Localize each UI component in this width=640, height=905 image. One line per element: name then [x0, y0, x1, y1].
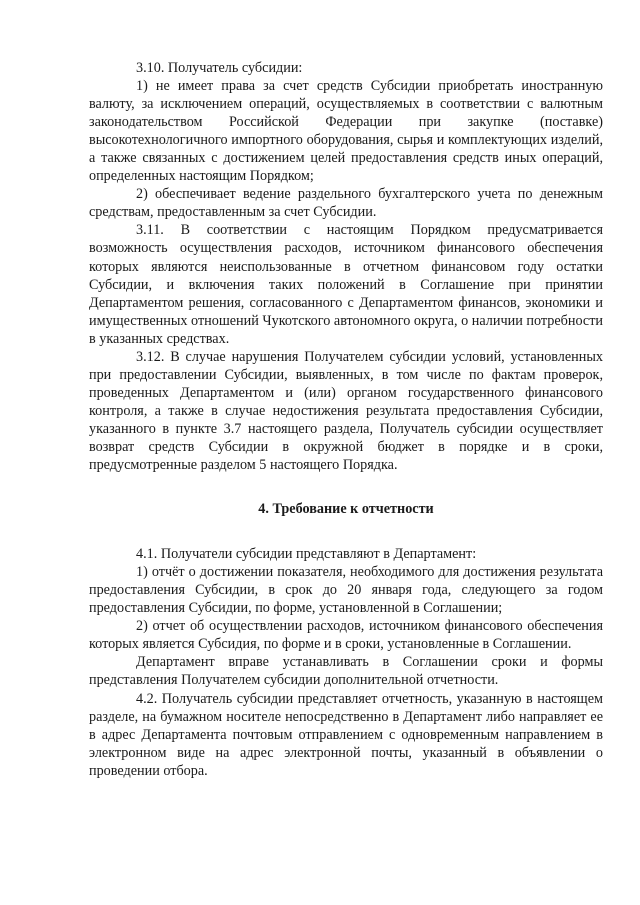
document-page — [89, 59, 603, 780]
paragraph-4-1-item-1: 1) отчёт о достижении показателя, необходимого для достижения результата предоставления Субсидии, в срок до 20 января года, следующего за годом предоставления Субсидии, по форме, установленной в Соглашении; — [89, 564, 603, 617]
paragraph-4-1: 4.1. Получатели субсидии представляют в Департамент: — [136, 546, 477, 563]
paragraph-4-2: 4.2. Получатель субсидии представляет отчетность, указанную в настоящем разделе, на бумажном носителе непосредственно в Департамент либо направляет ее в адрес Департамента почтовым отправлением с одновременным направлением в электронном виде на адрес электронной почты, указанный в объявлении о проведении отбора. — [89, 690, 603, 779]
paragraph-department-right: Департамент вправе устанавливать в Соглашении сроки и формы представления Получателем субсидии дополнительной отчетности. — [89, 654, 603, 689]
paragraph-3-10: 3.10. Получатель субсидии: — [136, 60, 303, 76]
paragraph-3-10-item-2: 2) обеспечивает ведение раздельного бухгалтерского учета по денежным средствам, предоставленным за счет Субсидии. — [89, 186, 603, 221]
paragraph-3-10-item-1: 1) не имеет права за счет средств Субсидии приобретать иностранную валюту, за исключением операций, осуществляемых в соответствии с валютным законодательством Российской Федерации при закупке (поставке) высокотехнологичного импортного оборудования, сырья и комплектующих изделий, а также связанных с достижением целей предоставления средств иных операций, определенных настоящим Порядком; — [89, 78, 603, 185]
section-heading: 4. Требование к отчетности — [258, 501, 434, 518]
paragraph-3-11: 3.11. В соответствии с настоящим Порядком предусматривается возможность осуществления расходов, источником финансового обеспечения которых являются неиспользованные в отчетном финансовом году остатки Субсидии, и включения таких положений в Соглашение при принятии Департаментом решения, согласованного с Департаментом финансов, экономики и имущественных отношений Чукотского автономного округа, о наличии потребности в указанных средствах. — [89, 222, 603, 347]
paragraph-3-12: 3.12. В случае нарушения Получателем субсидии условий, установленных при предоставлении Субсидии, выявленных, в том числе по фактам проверок, проведенных Департаментом и (или) органом государственного финансового контроля, а также в случае недостижения результата предоставления Субсидии, указанного в пункте 3.7 настоящего раздела, Получатель субсидии осуществляет возврат средств Субсидии в окружной бюджет в порядке и в сроки, предусмотренные разделом 5 настоящего Порядка. — [89, 348, 603, 474]
paragraph-4-1-item-2: 2) отчет об осуществлении расходов, источником финансового обеспечения которых является Субсидия, по форме и в сроки, установленные в Соглашении. — [89, 618, 603, 653]
